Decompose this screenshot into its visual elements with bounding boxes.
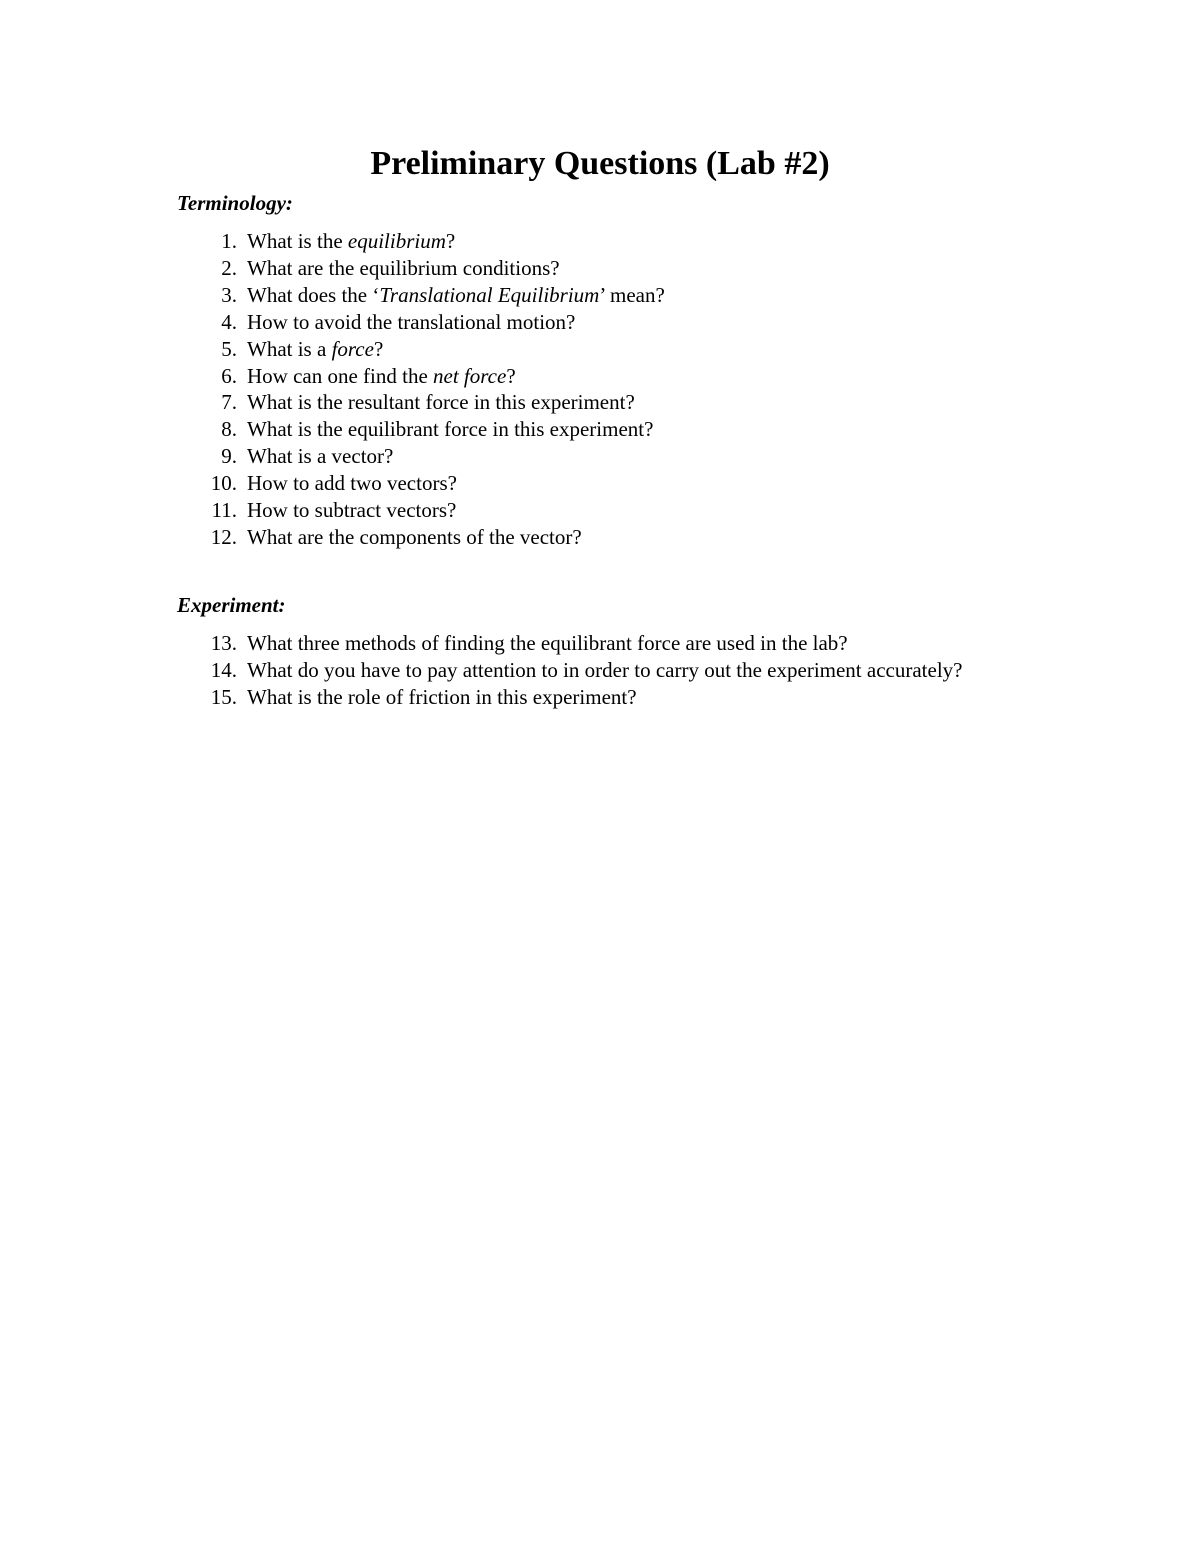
- question-item: [0, 497, 1200, 524]
- question-text-run: How to add two vectors?: [247, 471, 457, 496]
- question-item: [0, 389, 1200, 416]
- question-text-run: What is a vector?: [247, 444, 394, 469]
- question-number: 4.: [221, 309, 237, 334]
- question-item: [0, 363, 1200, 390]
- terminology-question-list: [0, 228, 1200, 551]
- question-text: [247, 524, 967, 551]
- question-emphasis-term: equilibrium: [347, 229, 446, 253]
- question-item: [0, 416, 1200, 443]
- question-text-run: How to subtract vectors?: [247, 498, 457, 523]
- section-heading-experiment: Experiment:: [177, 593, 286, 617]
- question-number: 7.: [221, 390, 237, 415]
- question-text: [247, 630, 967, 657]
- question-item: [0, 309, 1200, 336]
- question-item: [0, 282, 1200, 309]
- question-text-run: What three methods of finding the equilibrant force are used in the lab?: [247, 631, 848, 655]
- question-number: 8.: [221, 417, 237, 442]
- section-heading-terminology: Terminology:: [177, 191, 293, 215]
- question-emphasis-term: net force: [433, 363, 507, 388]
- question-text-run: ?: [373, 336, 384, 361]
- question-text: [247, 363, 967, 390]
- question-text: [247, 657, 967, 684]
- question-number: 13.: [210, 631, 237, 655]
- question-item: [0, 630, 1200, 657]
- question-text-run: ?: [506, 363, 516, 388]
- question-number: 10.: [210, 471, 237, 496]
- question-number: 9.: [221, 444, 237, 469]
- question-text: [247, 470, 967, 497]
- question-text-run: ’ mean?: [599, 282, 665, 307]
- question-text-run: What is a: [247, 336, 332, 361]
- question-item: [0, 336, 1200, 363]
- question-text: [247, 389, 967, 416]
- question-text: [247, 497, 967, 524]
- question-text: [247, 255, 967, 282]
- question-text-run: What are the equilibrium conditions?: [247, 255, 560, 280]
- question-text-run: What is the: [247, 229, 348, 253]
- question-text: [247, 336, 967, 363]
- question-text: [247, 282, 967, 309]
- question-number: 14.: [210, 657, 237, 682]
- question-text: [247, 684, 967, 711]
- experiment-question-list: [0, 630, 1200, 711]
- question-item: [0, 228, 1200, 255]
- question-text-run: What is the resultant force in this experiment?: [247, 390, 635, 415]
- question-text-run: What do you have to pay attention to in order to carry out the experiment accurately?: [247, 657, 963, 682]
- question-number: 6.: [221, 363, 237, 388]
- question-text: [247, 443, 967, 470]
- question-text-run: ?: [445, 229, 456, 253]
- question-number: 2.: [221, 255, 237, 280]
- question-text-run: How can one find the: [247, 363, 434, 388]
- page-title: Preliminary Questions (Lab #2): [370, 145, 830, 182]
- question-number: 12.: [210, 524, 237, 549]
- question-text-run: What is the equilibrant force in this experiment?: [247, 417, 654, 442]
- question-emphasis-term: force: [331, 336, 374, 361]
- question-item: [0, 684, 1200, 711]
- question-item: [0, 524, 1200, 551]
- question-text-run: What does the ‘: [247, 282, 380, 307]
- question-number: 5.: [221, 336, 237, 361]
- question-text-run: What are the components of the vector?: [247, 524, 582, 549]
- question-number: 11.: [211, 498, 237, 523]
- question-item: [0, 255, 1200, 282]
- question-text: [247, 309, 967, 336]
- question-item: [0, 470, 1200, 497]
- question-item: [0, 443, 1200, 470]
- question-number: 3.: [221, 282, 237, 307]
- question-number: 15.: [210, 684, 237, 709]
- question-emphasis-term: Translational Equilibrium: [379, 282, 600, 307]
- question-number: 1.: [221, 229, 237, 253]
- question-text: [247, 228, 967, 255]
- question-text-run: How to avoid the translational motion?: [247, 309, 576, 334]
- question-item: [0, 657, 1200, 684]
- question-text-run: What is the role of friction in this experiment?: [247, 684, 637, 709]
- question-text: [247, 416, 967, 443]
